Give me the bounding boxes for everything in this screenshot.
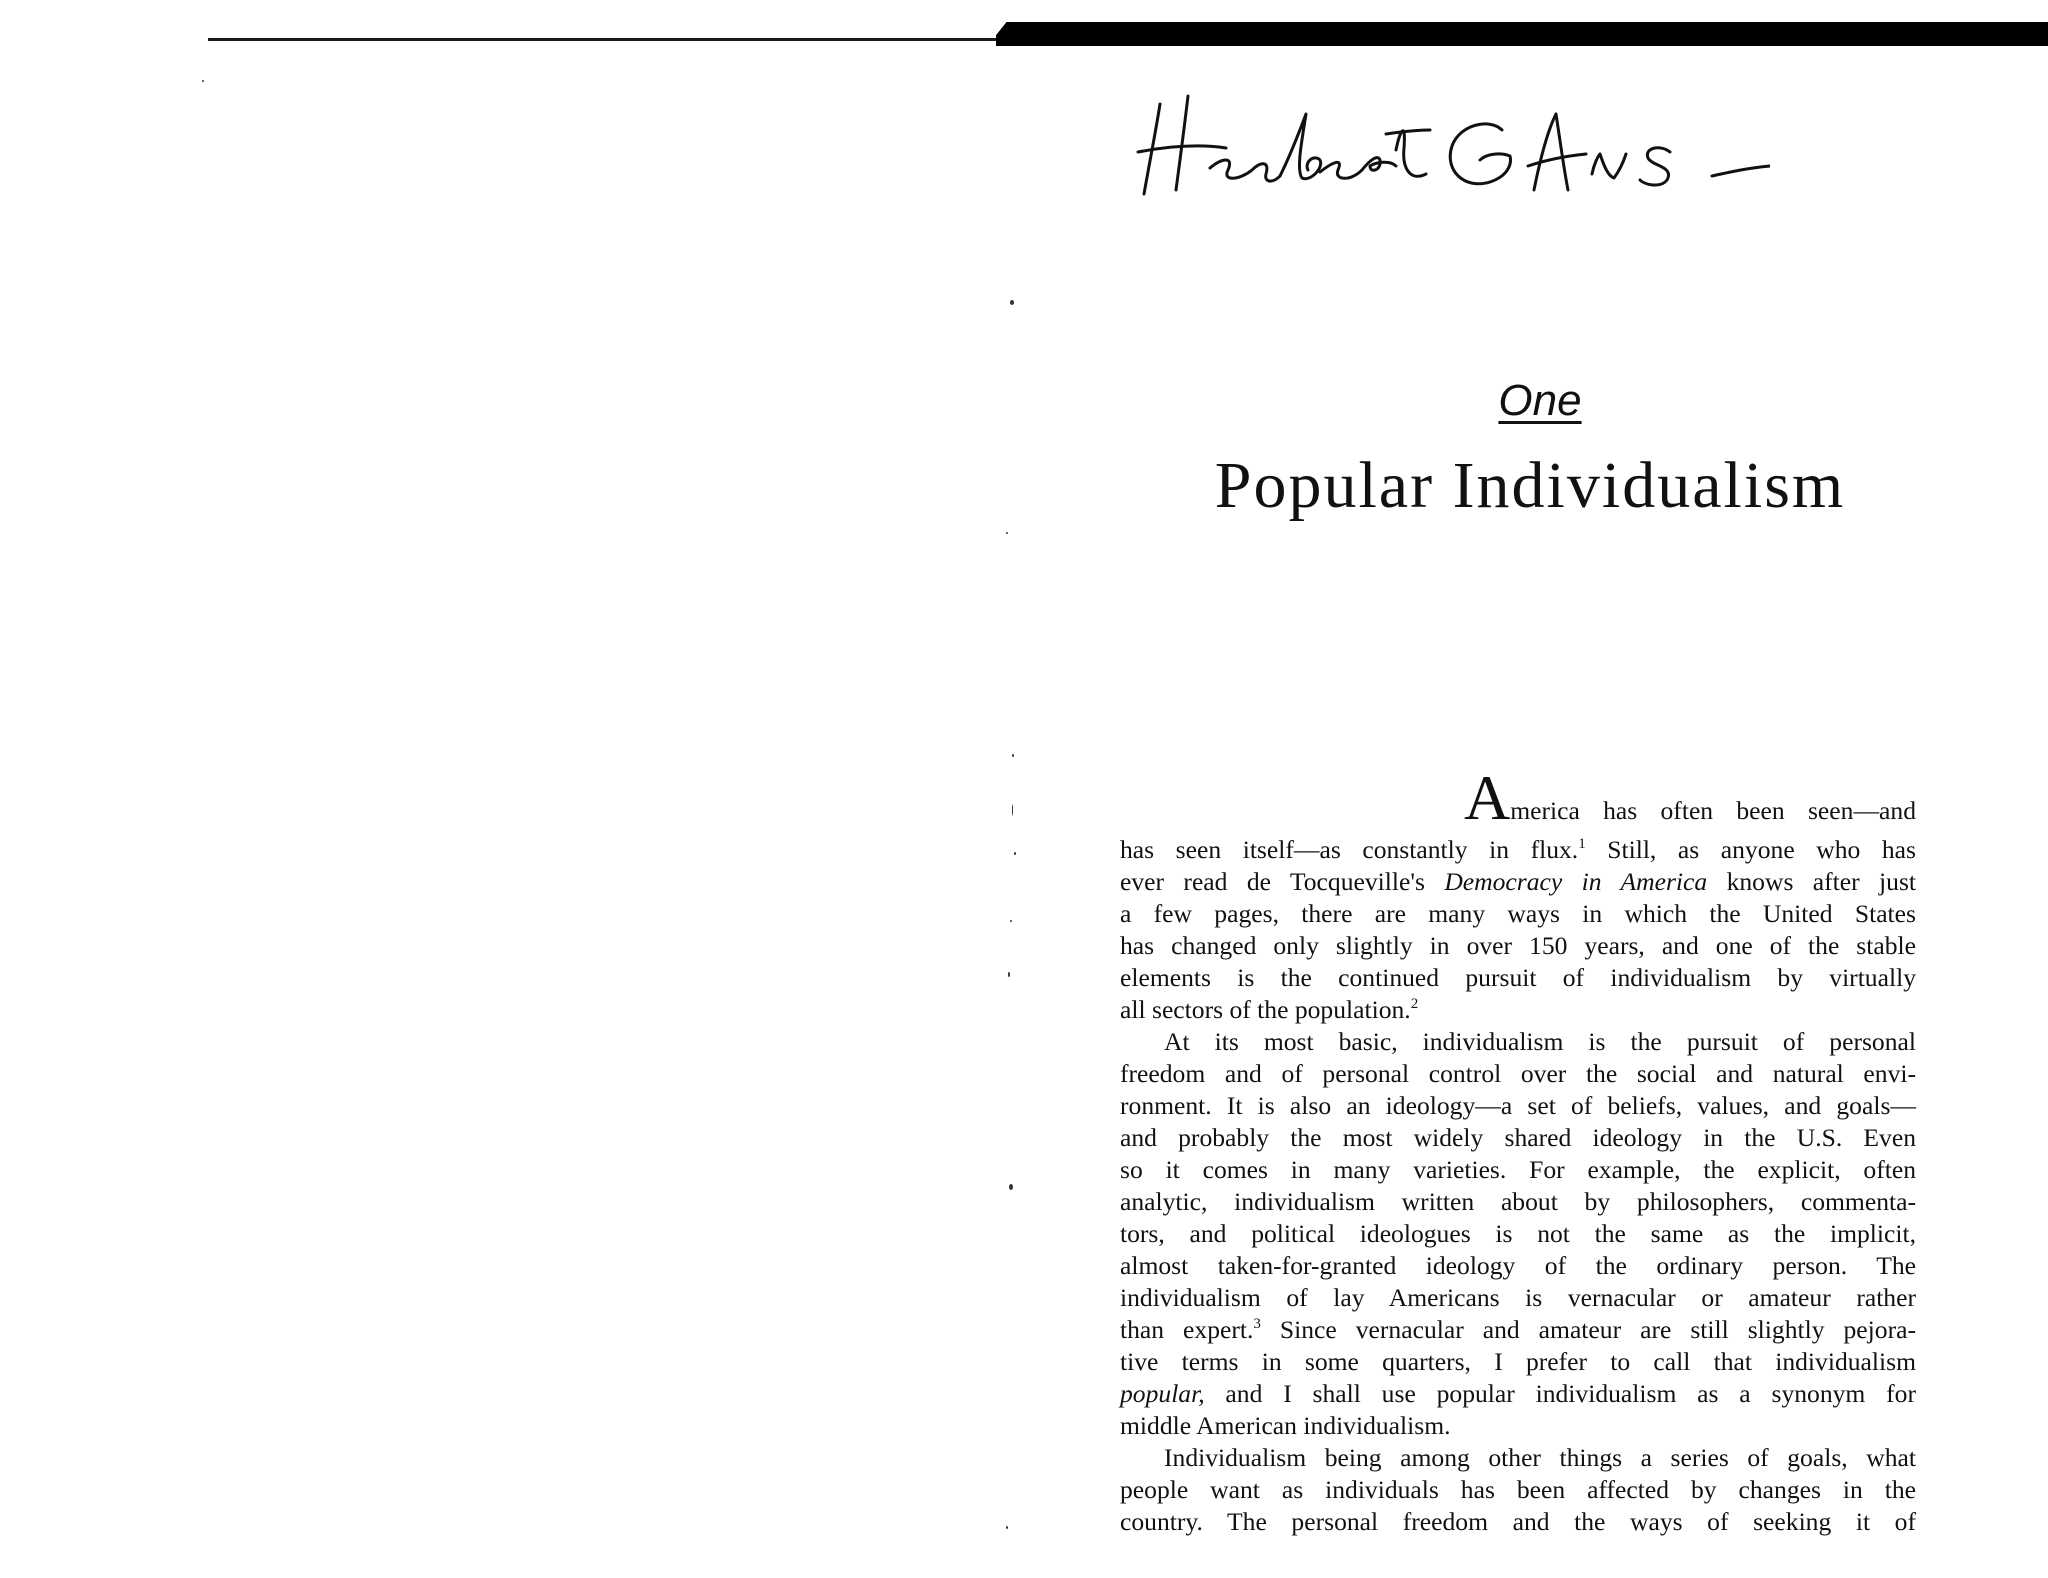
gutter-speck xyxy=(1014,852,1016,855)
text-line: middle American individualism. xyxy=(1120,1411,1451,1440)
text-line: freedom and of personal control over the social and natural envi- xyxy=(1120,1059,1916,1088)
text-line: almost taken-for-granted ideology of the ordinary person. The xyxy=(1120,1251,1916,1280)
gutter-speck xyxy=(202,80,204,82)
top-scan-rule-left xyxy=(208,38,998,41)
book-title: Democracy in America xyxy=(1444,867,1708,896)
text-line: has changed only slightly in over 150 years, and one of the stable xyxy=(1120,931,1916,960)
gutter-speck xyxy=(1006,532,1008,534)
footnote-ref: 1 xyxy=(1578,836,1586,852)
text-line: At its most basic, individualism is the pursuit of personal xyxy=(1164,1027,1916,1056)
text-line: so it comes in many varieties. For example, the explicit, often xyxy=(1120,1155,1916,1184)
text-line: a few pages, there are many ways in which the United States xyxy=(1120,899,1916,928)
gutter-speck xyxy=(1010,300,1014,305)
text-line: tors, and political ideologues is not the same as the implicit, xyxy=(1120,1219,1916,1248)
footnote-ref: 3 xyxy=(1253,1316,1261,1332)
gutter-speck xyxy=(1008,972,1010,977)
text-line: people want as individuals has been affected by changes in the xyxy=(1120,1475,1916,1504)
text-line: country. The personal freedom and the ways of seeking it of xyxy=(1120,1507,1916,1536)
handwritten-signature xyxy=(1130,90,1770,200)
emphasized-word: popular, xyxy=(1120,1379,1205,1408)
top-scan-rule-right xyxy=(996,22,2048,46)
gutter-speck xyxy=(1012,804,1013,816)
gutter-speck xyxy=(1006,1526,1008,1529)
chapter-title: Popular Individualism xyxy=(1214,449,1846,522)
gutter-speck xyxy=(1010,920,1012,922)
text-line: has seen itself—as constantly in flux.$^1$ Still, as anyone who has xyxy=(1120,835,1916,864)
text-line: than expert.$^3$ Since vernacular and amateur are still slightly pejora- xyxy=(1120,1315,1916,1344)
gutter-speck xyxy=(1012,754,1014,757)
chapter-body-text xyxy=(1120,762,1917,1538)
drop-cap: A xyxy=(1464,762,1511,833)
gutter-speck xyxy=(1009,1184,1013,1190)
text-line: all sectors of the population.$^2$ xyxy=(1120,995,1419,1024)
text-line: and probably the most widely shared ideology in the U.S. Even xyxy=(1120,1123,1916,1152)
text-line: tive terms in some quarters, I prefer to call that individualism xyxy=(1120,1347,1916,1376)
text-line: individualism of lay Americans is vernacular or amateur rather xyxy=(1120,1283,1916,1312)
text-line: America has often been seen—and xyxy=(1464,762,1916,833)
footnote-ref: 2 xyxy=(1410,996,1419,1012)
text-line: popular, and I shall use popular individualism as a synonym for xyxy=(1120,1379,1916,1408)
text-line: ronment. It is also an ideology—a set of beliefs, values, and goals— xyxy=(1120,1091,1916,1120)
text-line: ever read de Tocqueville's Democracy in America knows after just xyxy=(1120,867,1917,896)
text-line: Individualism being among other things a series of goals, what xyxy=(1164,1443,1916,1472)
chapter-number: One xyxy=(1498,376,1582,425)
text-line: elements is the continued pursuit of individualism by virtually xyxy=(1120,963,1916,992)
text-line: analytic, individualism written about by philosophers, commenta- xyxy=(1120,1187,1916,1216)
